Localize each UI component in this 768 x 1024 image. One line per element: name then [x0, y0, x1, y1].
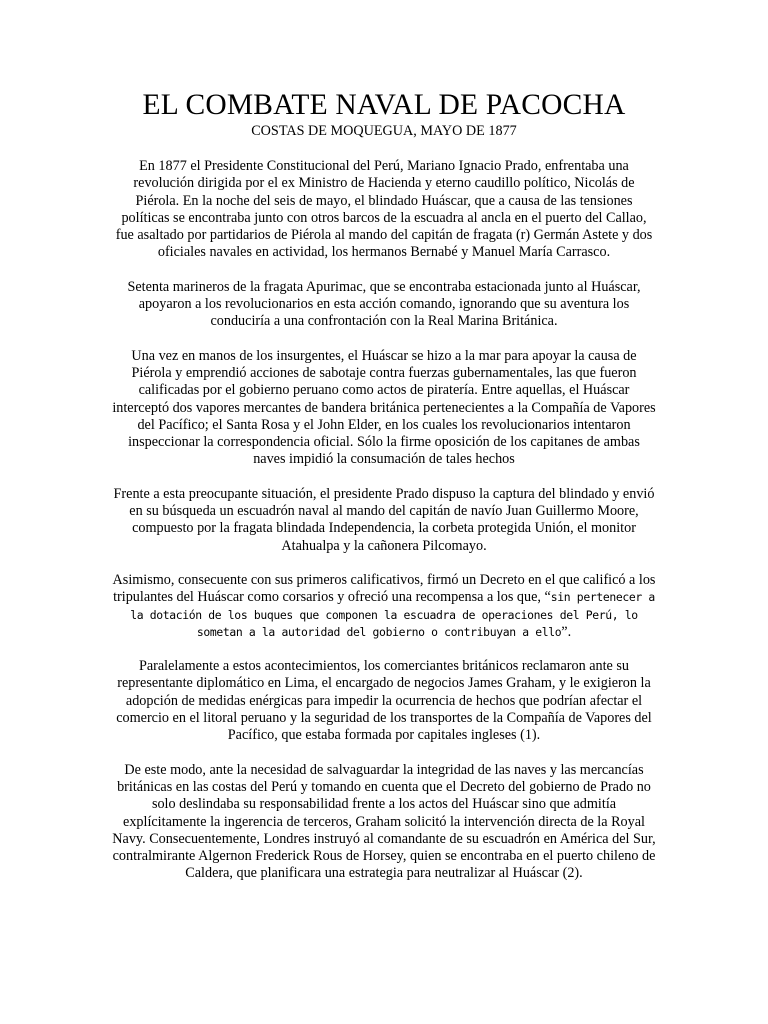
paragraph-apurimac-sailors: Setenta marineros de la fragata Apurimac, que se encontraba estacionada junto al Huáscar, apoyaron a los revolucionarios en esta acción comando, ignorando que su aventura los conduciría a una confrontación con la Real Marina Británica.	[127, 278, 641, 330]
decree-closing: ”.	[561, 623, 572, 640]
paragraph-royal-navy: De este modo, ante la necesidad de salvaguardar la integridad de las naves y las mercancías británicas en las costas del Perú y tomando en cuenta que el Decreto del gobierno de Prado no solo deslindaba su responsabilidad frente a los actos del Huáscar sino que admitía explícitamente la ingerencia de terceros, Graham solicitó la intervención directa de la Royal Navy. Consecuentemente, Londres instruyó al comandante de su escuadrón en América del Sur, contralmirante Algernon Frederick Rous de Horsey, quien se encontraba en el puerto chileno de Caldera, que planificara una estrategia para neutralizar al Huáscar (2).	[112, 761, 656, 882]
decree-text: Asimismo, consecuente con sus primeros calificativos, firmó un Decreto en el que calificó a los tripulantes del Huáscar como corsarios y ofreció una recompensa a los que, “	[112, 571, 656, 606]
paragraph-decree	[112, 572, 656, 641]
paragraph-insurgents-piracy: Una vez en manos de los insurgentes, el Huáscar se hizo a la mar para apoyar la causa de Piérola y emprendió acciones de sabotaje contra fuerzas gubernamentales, las que fueron calificadas por el gobierno peruano como actos de piratería. Entre aquellas, el Huáscar interceptó dos vapores mercantes de bandera británica pertenecientes a la Compañía de Vapores del Pacífico; el Santa Rosa y el John Elder, en los cuales los revolucionarios intentaron inspeccionar la correspondencia oficial. Sólo la firme oposición de los capitanes de ambas naves impidió la consumación de tales hechos	[112, 347, 656, 468]
paragraph-naval-squadron: Frente a esta preocupante situación, el presidente Prado dispuso la captura del blindado y envió en su búsqueda un escuadrón naval al mando del capitán de navío Juan Guillermo Moore, compuesto por la fragata blindada Independencia, la corbeta protegida Unión, el monitor Atahualpa y la cañonera Pilcomayo.	[113, 485, 655, 554]
document-subtitle: COSTAS DE MOQUEGUA, MAYO DE 1877	[251, 123, 517, 139]
decree-quote: sin pertenecer a la dotación de los buques que componen la escuadra de operaciones del Perú, lo sometan a la autoridad del gobierno o contribuyan a ello	[130, 590, 655, 639]
document-title: EL COMBATE NAVAL DE PACOCHA	[142, 89, 626, 121]
document-page	[112, 0, 656, 883]
paragraph-british-merchants: Paralelamente a estos acontecimientos, los comerciantes británicos reclamaron ante su representante diplomático en Lima, el encargado de negocios James Graham, y le exigieron la adopción de medidas enérgicas para impedir la ocurrencia de hechos que podrían afectar el comercio en el litoral peruano y la seguridad de los transportes de la Compañía de Vapores del Pacífico, que estaba formada por capitales ingleses (1).	[116, 658, 652, 744]
paragraph-prado-revolution: En 1877 el Presidente Constitucional del Perú, Mariano Ignacio Prado, enfrentaba una revolución dirigida por el ex Ministro de Hacienda y eterno caudillo político, Nicolás de Piérola. En la noche del seis de mayo, el blindado Huáscar, que a causa de las tensiones políticas se encontraba junto con otros barcos de la escuadra al ancla en el puerto del Callao, fue asaltado por partidarios de Piérola al mando del capitán de fragata (r) Germán Astete y dos oficiales navales en actividad, los hermanos Bernabé y Manuel María Carrasco.	[115, 158, 653, 261]
